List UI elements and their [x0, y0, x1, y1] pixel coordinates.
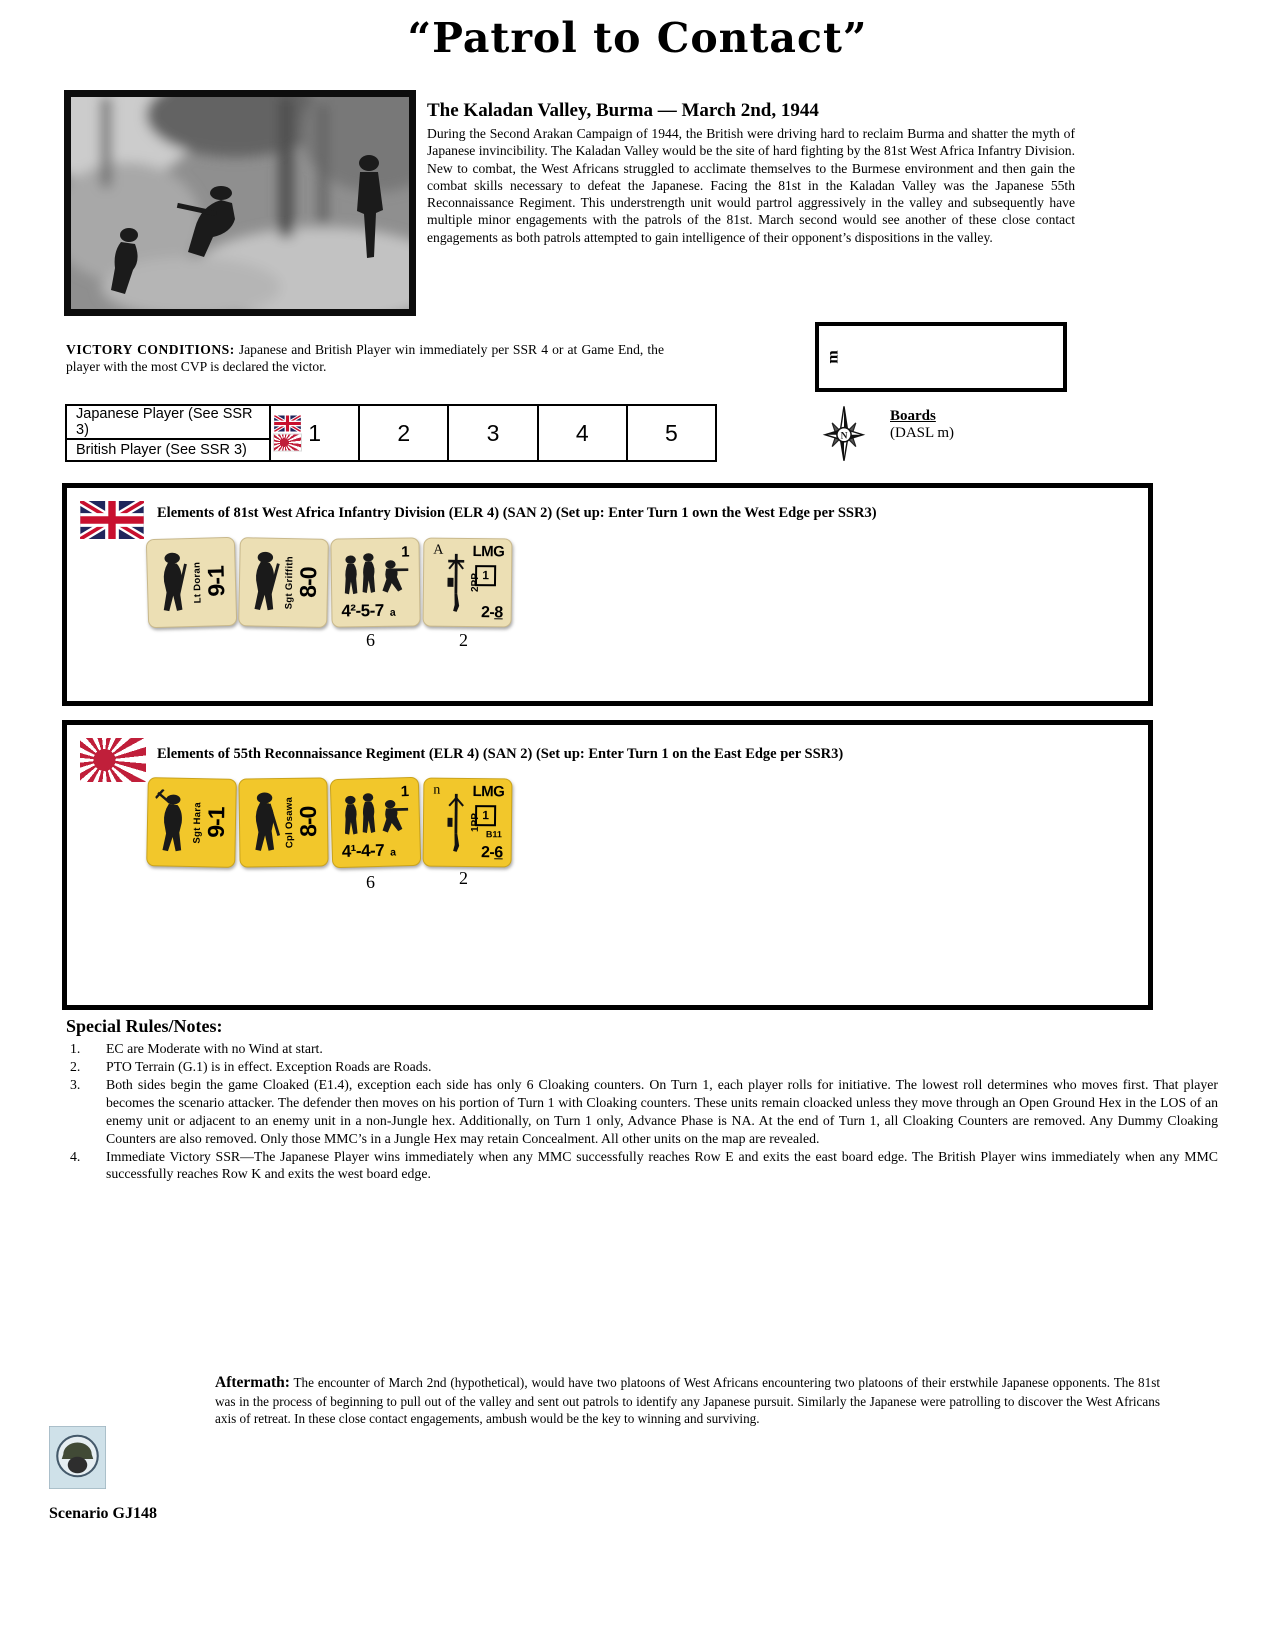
intro-body: During the Second Arakan Campaign of 1944, the British were driving hard to reclaim Burma and shatter the myth of Japanese invincibility. The Kaladan Valley would be the site of hard fighting by the 81st West Africa Infantry Division. New to combat, the West Africans struggled to acclimate themselves to the Burmese environment and then gain the combat skills necessary to defeat the Japanese. Facing the 81st in the Kaladan Valley was the Japanese 55th Reconnaissance Regiment. This understrength unit would partrol aggressively in the valley and subsequently have multiple minor engagements with the patrols of the 81st. March second would see another of these close contact engagements as both patrols attempted to gain intelligence of their opponent’s dispositions in the valley.	[427, 126, 1075, 245]
special-rules-section	[66, 1016, 1218, 1183]
rising-sun-icon	[80, 738, 146, 782]
boards-sublabel: (DASL m)	[890, 425, 955, 442]
victory-text: Japanese and British Player win immediately per SSR 4 or at Game End, the player with the most CVP is declared the victor.	[66, 341, 665, 375]
sw-range-last: 6	[494, 844, 503, 862]
special-rule-item	[66, 1058, 1218, 1076]
leader-name: Cpl Osawa	[283, 796, 296, 849]
british-order-of-battle	[62, 483, 1153, 706]
turn-cell-3	[447, 406, 536, 460]
japanese-leader-counter	[146, 777, 237, 868]
aftermath-label: Aftermath:	[215, 1374, 290, 1392]
boards-label: Boards	[890, 408, 936, 424]
sw-letter: n	[433, 782, 441, 798]
special-rules-heading: Special Rules/Notes:	[66, 1016, 223, 1036]
rule-number: 2.	[70, 1058, 81, 1074]
british-ob-header: Elements of 81st West Africa Infantry Division (ELR 4) (SAN 2) (Set up: Enter Turn 1 own the West Edge per SSR3)	[157, 505, 877, 521]
publisher-logo	[49, 1426, 106, 1489]
leader-rating: 8-0	[294, 567, 322, 599]
leader-name: Sgt Hara	[191, 801, 204, 844]
rule-text: EC are Moderate with no Wind at start.	[106, 1041, 323, 1056]
scenario-id: Scenario GJ148	[49, 1505, 157, 1522]
turn-cell-4	[537, 406, 626, 460]
rising-sun-icon	[274, 435, 301, 451]
turn-cell-5	[626, 406, 715, 460]
turn-number: 4	[575, 419, 589, 446]
japanese-order-of-battle	[62, 720, 1153, 1010]
leader-rating: 8-0	[294, 806, 322, 838]
squad-strength: 4²-5-7	[341, 600, 384, 621]
british-leader-counter	[146, 537, 237, 628]
leader-rating: 9-1	[202, 566, 230, 598]
special-rule-item	[66, 1040, 1218, 1058]
compass-rose-icon	[818, 404, 870, 464]
compass-n-label: N	[840, 431, 848, 442]
squad-strength: 4¹-4-7	[341, 840, 385, 861]
turn-number: 5	[665, 419, 678, 446]
rule-number: 1.	[70, 1041, 81, 1056]
british-squad-counter	[330, 537, 420, 627]
squad-figures-icon	[340, 551, 411, 598]
board-letter: m	[824, 350, 842, 364]
sw-type-label: LMG	[472, 783, 505, 801]
jungle-photo-art	[71, 97, 409, 309]
sw-box-number: 1	[475, 565, 496, 586]
rule-text: Both sides begin the game Cloaked (E1.4), exception each side has only 6 Cloaking counters. On Turn 1, each player rolls for initiative. The lowest roll determines who moves first. That player becomes the scenario attacker. The defender then moves on his portion of Turn 1 with Cloaking counters. These units remain cloacked unless they move through an Open Ground Hex in the LOS of an enemy unit or adjacent to an enemy unit in a non-Jungle hex. Additionally, on Turn 1 only, Advance Phase is NA. At the end of Turn 1, all Cloaking Counters are removed. Any Dummy Cloaking Counters are also removed. Only those MMC’s in a Jungle Hex may retain Concealment. All other units on the map are revealed.	[106, 1076, 1218, 1146]
sw-box-number: 1	[475, 805, 496, 826]
sw-range	[481, 844, 503, 862]
squad-count: 6	[366, 872, 375, 892]
japanese-leader-counter	[238, 777, 328, 867]
british-lmg-counter	[423, 538, 513, 628]
soldier-figure-icon	[246, 549, 285, 616]
turn-cell-2	[358, 406, 447, 460]
sw-range-last: 8	[494, 604, 503, 622]
aftermath-section	[215, 1373, 1160, 1427]
intro-section	[427, 100, 1075, 246]
sw-range-prefix: 2-	[480, 604, 495, 622]
sw-count: 2	[459, 630, 468, 650]
sw-letter: A	[433, 542, 444, 558]
union-jack-icon	[274, 416, 301, 432]
turn-track-labels	[67, 406, 271, 460]
boards-label-block	[890, 408, 954, 443]
page-title: “Patrol to Contact”	[407, 14, 868, 62]
japanese-counters	[147, 778, 512, 867]
sw-count: 2	[459, 868, 468, 888]
victory-conditions	[66, 341, 664, 376]
soldier-figure-icon	[247, 790, 286, 857]
british-counters	[147, 538, 512, 627]
soldier-figure-icon	[154, 550, 194, 617]
leader-rating: 9-1	[202, 807, 230, 839]
scenario-photo	[64, 90, 416, 316]
sw-range	[481, 604, 503, 622]
japanese-ob-header: Elements of 55th Reconnaissance Regiment (ELR 4) (SAN 2) (Set up: Enter Turn 1 on the East Edge per SSR3)	[157, 746, 844, 762]
union-jack-icon	[80, 501, 144, 539]
sw-type-label: LMG	[472, 543, 505, 561]
squad-exponent: 1	[401, 543, 410, 561]
sw-portage-points: 2PP	[469, 573, 482, 593]
special-rule-item	[66, 1148, 1218, 1184]
aftermath-text: The encounter of March 2nd (hypothetical), would have two platoons of West Africans encountering two platoons of their erstwhile Japanese opponents. The 81st was in the process of beginning to pull out of the valley and sent out patrols to identify any Japanese pursuit. Similarly the Japanese were patrolling to discover the West Africans axis of retreat. In these close contact engagements, ambush would be the key to winning and surviving.	[215, 1375, 1161, 1427]
rule-text: Immediate Victory SSR—The Japanese Player wins immediately when any MMC successfully reaches Row E and exits the east board edge. The British Player wins immediately when any MMC successfully reaches Row K and exits the west board edge.	[106, 1148, 1218, 1182]
leader-name: Sgt Griffith	[283, 555, 296, 610]
squad-figures-icon	[339, 790, 410, 838]
rule-number: 4.	[70, 1148, 81, 1164]
rule-number: 3.	[70, 1076, 81, 1092]
turn-cell-1	[271, 406, 358, 460]
squad-exponent: 1	[400, 783, 410, 801]
soldier-helmet-logo-icon	[49, 1426, 106, 1489]
leader-name: Lt Doran	[191, 561, 204, 604]
board-configuration-box	[815, 322, 1067, 392]
sw-portage-points: 1PP	[469, 813, 482, 833]
british-player-row-label: British Player (See SSR 3)	[76, 442, 247, 458]
turn-track-flags	[274, 416, 301, 451]
victory-label: VICTORY CONDITIONS:	[66, 341, 235, 357]
japanese-player-row-label: Japanese Player (See SSR 3)	[67, 406, 269, 440]
squad-count: 6	[366, 630, 375, 650]
turn-number: 3	[486, 419, 500, 446]
turn-number: 2	[397, 419, 411, 446]
special-rule-item	[66, 1076, 1218, 1148]
sw-range-prefix: 2-	[480, 844, 495, 862]
lmg-icon	[446, 550, 467, 616]
turn-number: 1	[308, 419, 321, 446]
intro-heading: The Kaladan Valley, Burma — March 2nd, 1944	[427, 100, 819, 121]
officer-sword-figure-icon	[154, 789, 193, 856]
sw-breakdown-note: B11	[485, 829, 502, 840]
lmg-icon	[446, 790, 467, 856]
japanese-lmg-counter	[423, 778, 513, 868]
japanese-squad-counter	[330, 777, 421, 868]
rule-text: PTO Terrain (G.1) is in effect. Exception Roads are Roads.	[106, 1058, 432, 1074]
turn-track	[65, 404, 717, 462]
british-leader-counter	[238, 537, 329, 628]
squad-class: a	[389, 606, 396, 619]
squad-class: a	[390, 846, 397, 859]
